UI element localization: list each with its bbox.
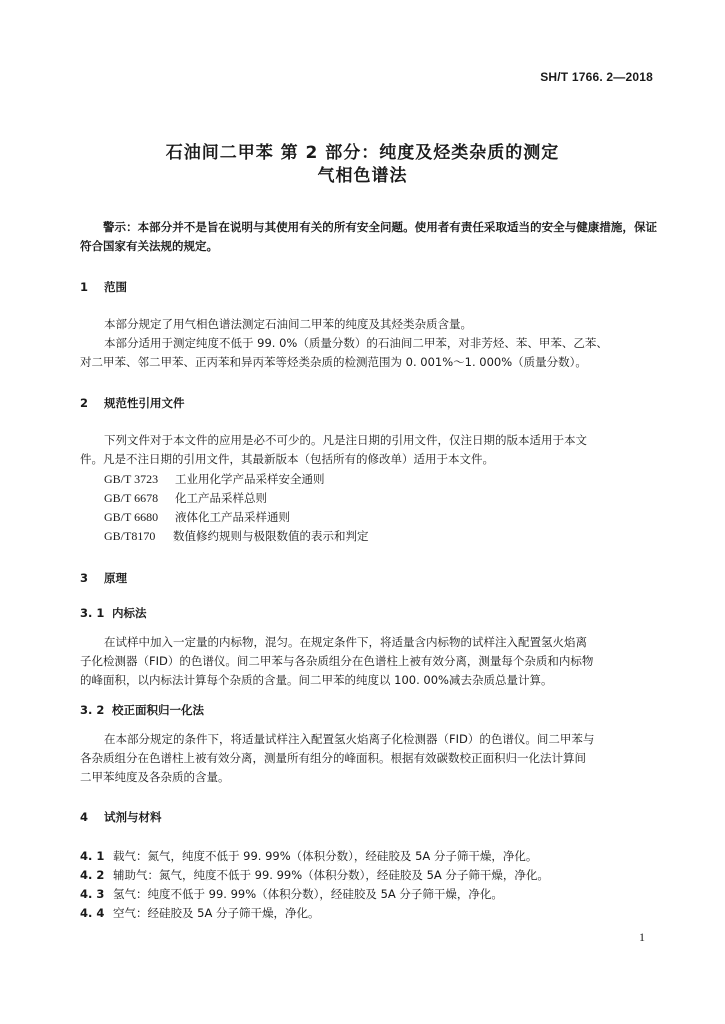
section-title: 试剂与材料 [104, 810, 162, 824]
section-heading-reagents [80, 809, 162, 825]
normalization-line-1: 在本部分规定的条件下，将适量试样注入配置氢火焰离子化检测器（FID）的色谱仪。间二甲苯与 [104, 732, 595, 746]
section-number: 1 [80, 280, 89, 294]
item-number: 4. 1 [80, 849, 105, 863]
document-subtitle: 气相色谱法 [317, 166, 408, 186]
reference-title: 工业用化学产品采样安全通则 [175, 472, 325, 486]
reference-code: GB/T 3723 [104, 472, 159, 486]
section-heading-normative-references [80, 395, 185, 411]
item-text: 辅助气：氮气，纯度不低于 99. 99%（体积分数），经硅胶及 5A 分子筛干燥，净化。 [113, 868, 549, 882]
page-number: 1 [639, 930, 645, 944]
item-number: 4. 2 [80, 868, 105, 882]
subsection-title: 校正面积归一化法 [112, 703, 204, 717]
section-title: 原理 [104, 571, 127, 585]
item-text: 载气：氮气，纯度不低于 99. 99%（体积分数），经硅胶及 5A 分子筛干燥，净化。 [113, 849, 538, 863]
reference-item [104, 509, 290, 525]
item-text: 空气：经硅胶及 5A 分子筛干燥，净化。 [113, 906, 320, 920]
internal-standard-line-1: 在试样中加入一定量的内标物，混匀。在规定条件下，将适量含内标物的试样注入配置氢火焰离 [104, 635, 587, 649]
reference-title: 数值修约规则与极限数值的表示和判定 [173, 529, 369, 543]
reference-item [104, 490, 267, 506]
scope-paragraph-2-line-1: 本部分适用于测定纯度不低于 99. 0%（质量分数）的石油间二甲苯，对非芳烃、苯、甲苯、乙苯、 [104, 336, 608, 350]
scope-paragraph-2-line-2: 对二甲苯、邻二甲苯、正丙苯和异丙苯等烃类杂质的检测范围为 0. 001%～1. 000%（质量分数）。 [80, 355, 587, 369]
section-number: 2 [80, 396, 89, 410]
subsection-heading-normalization [80, 702, 204, 718]
subsection-title: 内标法 [112, 606, 147, 620]
safety-warning: 警示：本部分并不是旨在说明与其使用有关的所有安全问题。使用者有责任采取适当的安全与健康措施，保证符合国家有关法规的规定。 [80, 220, 657, 253]
section-heading-scope [80, 279, 127, 295]
internal-standard-line-3: 的峰面积，以内标法计算每个杂质的含量。间二甲苯的纯度以 100. 00%减去杂质总量计算。 [80, 673, 553, 687]
item-number: 4. 3 [80, 887, 105, 901]
document-title: 石油间二甲苯 第 2 部分：纯度及烃类杂质的测定 [165, 143, 560, 163]
scope-paragraph-1: 本部分规定了用气相色谱法测定石油间二甲苯的纯度及其烃类杂质含量。 [104, 317, 472, 331]
references-intro-line-1: 下列文件对于本文件的应用是必不可少的。凡是注日期的引用文件，仅注日期的版本适用于本文 [104, 433, 587, 447]
reference-code: GB/T 6680 [104, 510, 159, 524]
subsection-number: 3. 2 [80, 703, 105, 717]
section-number: 4 [80, 810, 89, 824]
subsection-number: 3. 1 [80, 606, 105, 620]
section-number: 3 [80, 571, 89, 585]
reference-item [104, 528, 369, 544]
reagent-item [80, 867, 549, 883]
standard-code: SH/T 1766. 2—2018 [540, 70, 653, 84]
reference-item [104, 471, 325, 487]
section-title: 范围 [104, 280, 127, 294]
normalization-line-2: 各杂质组分在色谱柱上被有效分离，测量所有组分的峰面积。根据有效碳数校正面积归一化法计算间 [80, 751, 586, 765]
subsection-heading-internal-standard [80, 605, 147, 621]
internal-standard-line-2: 子化检测器（FID）的色谱仪。间二甲苯与各杂质组分在色谱柱上被有效分离，测量每个杂质和内标物 [80, 654, 594, 668]
reference-code: GB/T8170 [104, 529, 156, 543]
normalization-line-3: 二甲苯纯度及各杂质的含量。 [80, 770, 230, 784]
section-heading-principle [80, 570, 127, 586]
reagent-item [80, 905, 320, 921]
references-intro-line-2: 件。凡是不注日期的引用文件，其最新版本（包括所有的修改单）适用于本文件。 [80, 452, 494, 466]
reference-title: 化工产品采样总则 [175, 491, 267, 505]
item-text: 氢气：纯度不低于 99. 99%（体积分数），经硅胶及 5A 分子筛干燥，净化。 [113, 887, 503, 901]
reference-title: 液体化工产品采样通则 [175, 510, 290, 524]
reagent-item [80, 886, 503, 902]
reference-code: GB/T 6678 [104, 491, 159, 505]
item-number: 4. 4 [80, 906, 105, 920]
section-title: 规范性引用文件 [104, 396, 185, 410]
reagent-item [80, 848, 537, 864]
